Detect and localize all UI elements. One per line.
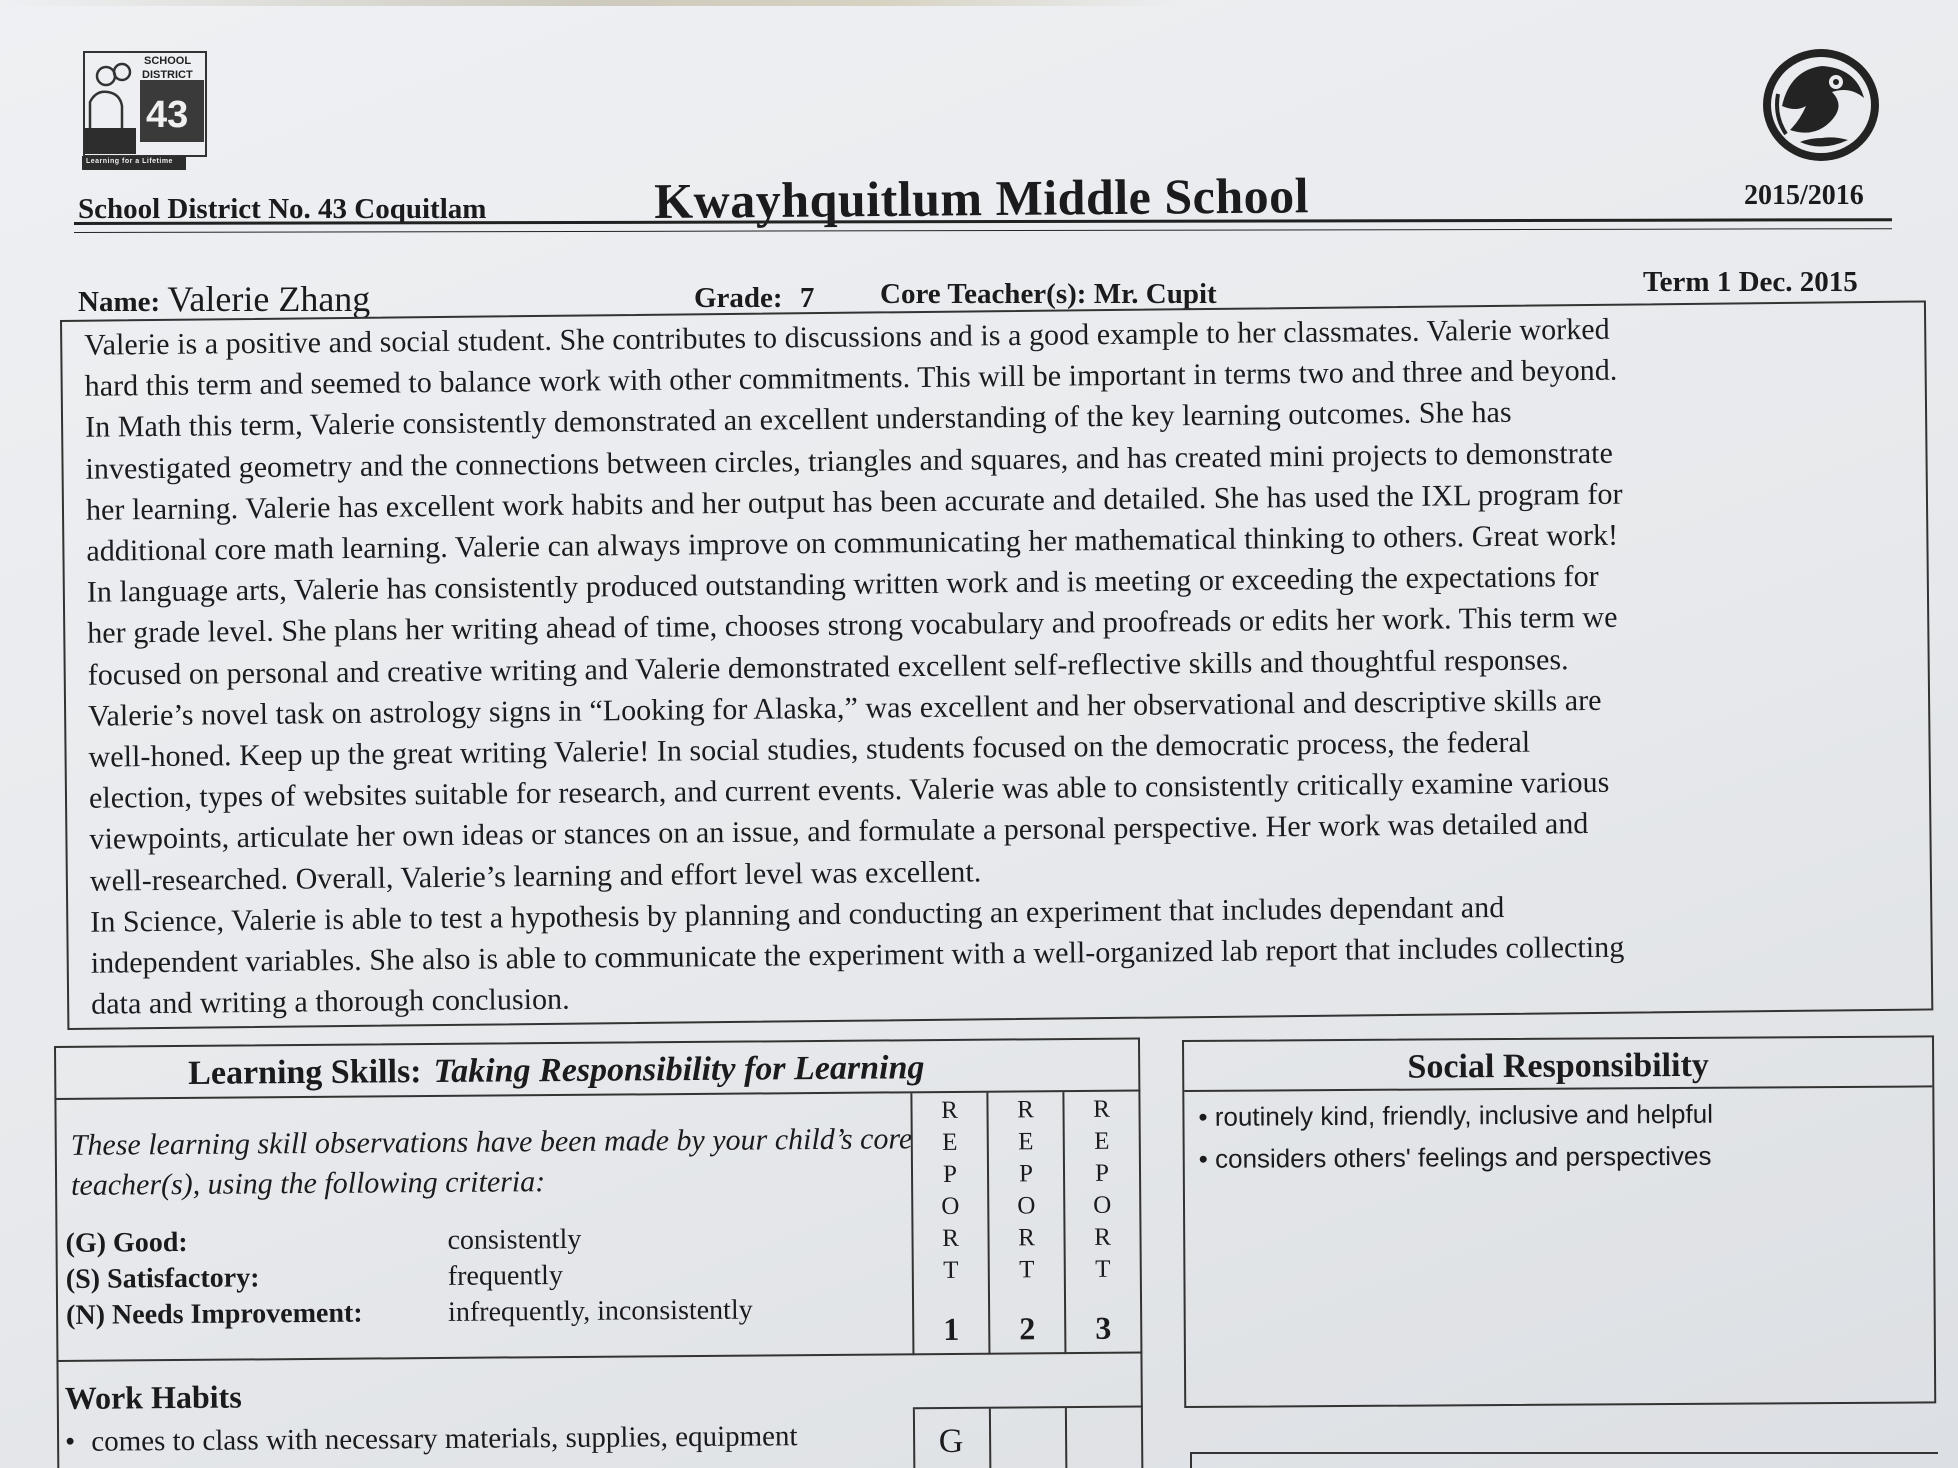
paper-edge — [0, 0, 1958, 6]
learning-skills-subtitle: Taking Responsibility for Learning — [433, 1049, 925, 1091]
learning-skills-header — [54, 1037, 1140, 1100]
work-habit-item — [65, 1420, 798, 1459]
report-2-number: 2 — [1019, 1310, 1036, 1347]
teacher-comment: Valerie is a positive and social student. She contributes to discussions and is a good example to her classmates. Valerie worked hard this term and seemed to balance work with other commitments. This will be important in terms two and three and beyond. In Math this term, Valerie consistently demonstrated an excellent understanding of the key learning outcomes. She has investigated geometry and the connections between circles, triangles and squares, and has created mini projects to demonstrate her learning. Valerie has excellent work habits and her output has been accurate and detailed. She has used the IXL program for additional core math learning. Valerie can always improve on communicating her mathematical thinking to others. Great work! In language arts, Valerie has consistently produced outstanding written work and is meeting or exceeding the expectations for her grade level. She plans her writing ahead of time, chooses strong vocabulary and proofreads or edits her work. This term we focused on personal and creative writing and Valerie demonstrated excellent self-reflective skills and thoughtful responses. Valerie’s novel task on astrology signs in “Looking for Alaska,” was excellent and her observational and descriptive skills are well-honed. Keep up the great writing Valerie! In social studies, students focused on the democratic process, the federal election, types of websites suitable for research, and current events. Valerie was able to consistently critically examine various viewpoints, articulate her own ideas or stances on an issue, and formulate a personal perspective. Her work was detailed and well-researched. Overall, Valerie’s learning and effort level was excellent. In Science, Valerie is able to test a hypothesis by planning and conducting an experiment that includes dependant and independent variables. She also is able to communicate the experiment with a well-organized lab report that includes collecting data and writing a thorough conclusion. — [84, 312, 1625, 1021]
criteria-value: infrequently, inconsistently — [447, 1294, 753, 1328]
work-habits-heading: Work Habits — [64, 1378, 242, 1416]
report-3-heading: R E P O R T — [1093, 1095, 1112, 1283]
social-responsibility-list — [1198, 1093, 1713, 1180]
social-responsibility-header — [1184, 1037, 1932, 1092]
logo-number: 43 — [146, 94, 189, 136]
grade-field — [694, 282, 814, 315]
mark-value — [991, 1422, 1063, 1423]
logo-district-text: DISTRICT — [142, 69, 193, 81]
grade-label: Grade: — [694, 282, 783, 314]
district-name: School District No. 43 Coquitlam — [78, 193, 487, 225]
report-1-column — [910, 1093, 988, 1356]
teacher-label: Core Teacher(s): — [880, 278, 1087, 310]
mark-report-1 — [913, 1409, 990, 1468]
school-district-logo — [82, 50, 208, 172]
next-section-box — [1190, 1452, 1938, 1468]
learning-skills-title — [188, 1049, 924, 1093]
school-year: 2015/2016 — [1744, 180, 1864, 211]
name-label: Name: — [78, 286, 161, 318]
mark-report-2 — [989, 1408, 1066, 1468]
learning-skills-table — [54, 1037, 1144, 1468]
report-3-number: 3 — [1095, 1309, 1112, 1346]
report-3-column — [1062, 1091, 1140, 1354]
report-2-heading: R E P O R T — [1017, 1096, 1036, 1284]
social-responsibility-title: Social Responsibility — [1407, 1046, 1709, 1086]
work-habit-text: comes to class with necessary materials, supplies, equipment — [91, 1420, 798, 1458]
report-1-number: 1 — [943, 1310, 960, 1348]
mark-report-3 — [1065, 1407, 1142, 1468]
teacher-value: Mr. Cupit — [1093, 278, 1217, 310]
report-1-heading: R E P O R T — [941, 1096, 960, 1285]
term-label: Term 1 Dec. 2015 — [1643, 266, 1858, 298]
work-habit-marks — [913, 1405, 1144, 1468]
criteria-legend — [65, 1221, 752, 1334]
logo-school-text: SCHOOL — [144, 55, 192, 67]
criteria-intro: These learning skill observations have been made by your child’s core teacher(s), using the following criteria: — [70, 1122, 913, 1202]
report-2-column — [986, 1092, 1064, 1355]
criteria-key: (S) Satisfactory: — [65, 1262, 260, 1295]
criteria-key: (N) Needs Improvement: — [65, 1297, 363, 1331]
criteria-value: consistently — [447, 1223, 582, 1256]
grade-value: 7 — [799, 282, 815, 314]
school-name: Kwayhquitlum Middle School — [654, 167, 1310, 229]
teacher-field — [880, 278, 1217, 311]
criteria-row — [65, 1221, 752, 1262]
social-item: • routinely kind, friendly, inclusive and helpful — [1198, 1093, 1713, 1138]
social-responsibility-box — [1182, 1035, 1936, 1408]
criteria-row — [66, 1257, 753, 1298]
learning-skills-label: Learning Skills: — [188, 1053, 422, 1092]
student-name-field — [78, 278, 370, 320]
teacher-comment-box — [60, 300, 1933, 1030]
mark-value: G — [938, 1422, 964, 1461]
social-item: • considers others' feelings and perspectives — [1199, 1135, 1714, 1180]
student-name: Valerie Zhang — [167, 279, 371, 319]
mark-value — [1067, 1421, 1139, 1422]
criteria-key: (G) Good: — [65, 1226, 188, 1259]
school-crest-icon — [1760, 46, 1882, 164]
criteria-value: frequently — [447, 1260, 564, 1292]
bullet-icon: • — [64, 1425, 76, 1458]
criteria-row — [66, 1293, 753, 1334]
logo-tagline: Learning for a Lifetime — [86, 158, 173, 165]
